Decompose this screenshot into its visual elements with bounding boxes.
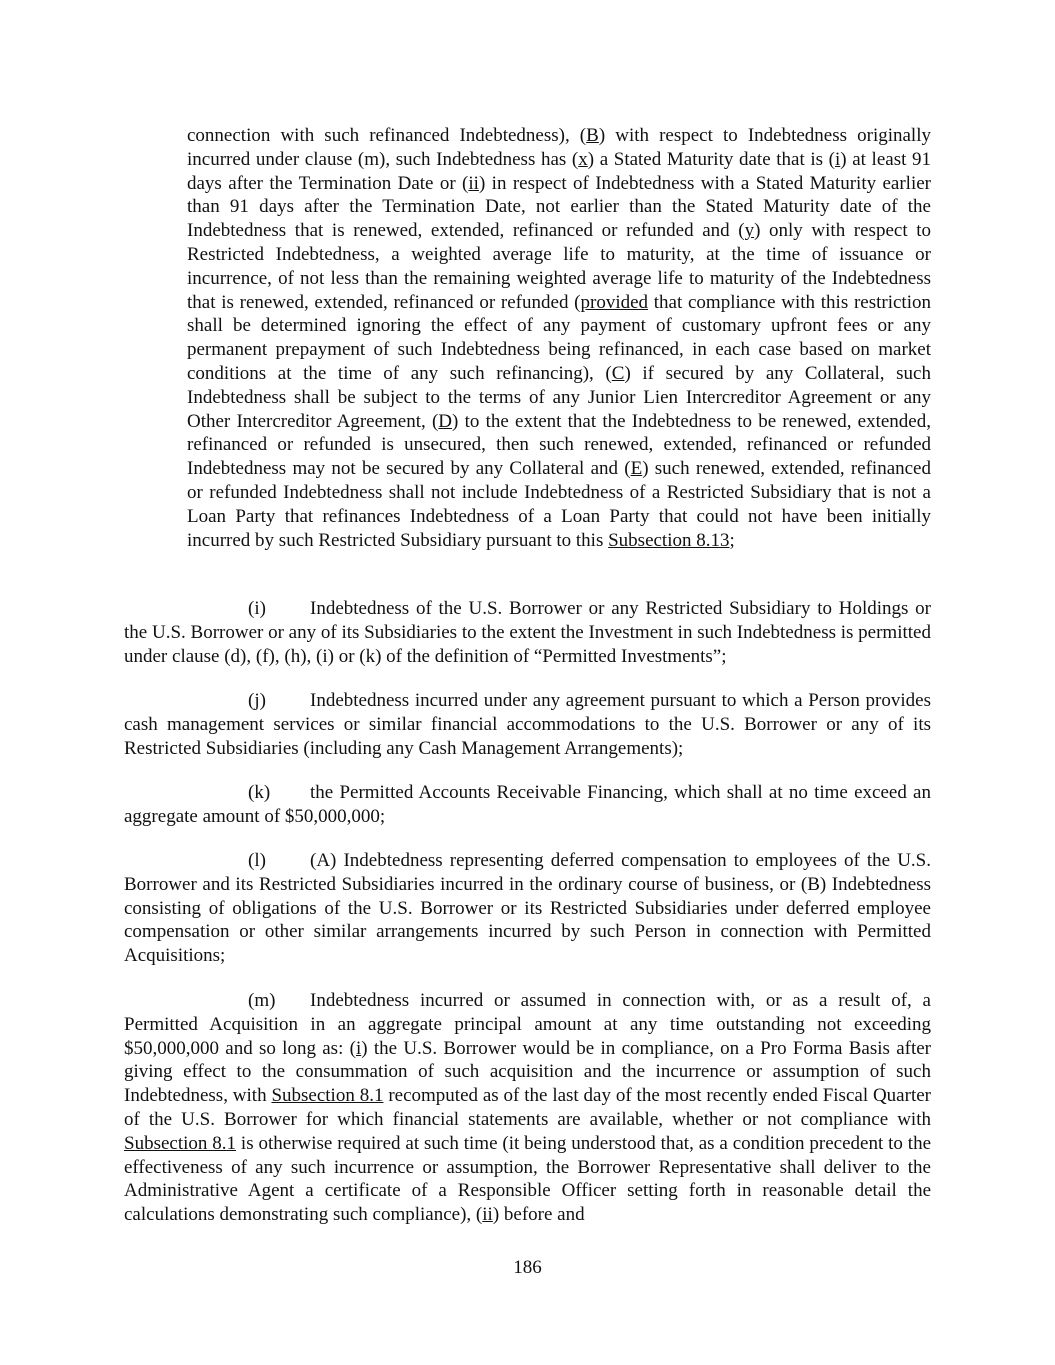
continuation-text: ) in respect of Indebtedness with a Stated Maturity earlier than 91 days after the Termination Date, not earlier than the Stated Maturity date of the Indebtedness that is renewed, extended, refinanced or refunded and ( — [187, 172, 931, 242]
clause-m-text: ) before and — [492, 1204, 585, 1226]
continuation-text: that compliance with this restriction shall be determined ignoring the effect of any payment of customary upfront fees or any permanent prepayment of such Indebtedness being refinanced, in each case based on market conditions at the time of any such refinancing), ( — [187, 291, 931, 384]
clause-i-marker: (i) — [248, 598, 266, 619]
continuation-text: ) to the extent that the Indebtedness to be renewed, extended, refinanced or refunded is unsecured, then such renewed, extended, refinanced or refunded Indebtedness may not be secured by any Collateral and ( — [187, 410, 931, 480]
ref-e: E — [630, 458, 643, 480]
clause-l-text: (A) Indebtedness representing deferred compensation to employees of the U.S. Borrower and its Restricted Subsidiaries incurred in the ordinary course of business, or (B) Indebtedness consisting of obligations of the U.S. Borrower or its Restricted Subsidiaries under deferred employee compensation or other similar arrangements incurred by such Person in connection with Permitted Acquisitions; — [124, 850, 931, 967]
continuation-text: ) if secured by any Collateral, such Indebtedness shall be subject to the terms of any Junior Lien Intercreditor Agreement or any Other Intercreditor Agreement, ( — [187, 362, 931, 432]
clause-i-paragraph — [124, 597, 931, 668]
ref-ii: ii — [468, 172, 479, 194]
clause-m-text: Indebtedness incurred or assumed in connection with, or as a result of, a Permitted Acquisition in an aggregate principal amount at any time outstanding not exceeding $50,000,000 and so long as: ( — [124, 990, 931, 1059]
ref-x: x — [578, 148, 588, 170]
clause-l-marker: (l) — [248, 850, 266, 871]
clause-m-text: recomputed as of the last day of the most recently ended Fiscal Quarter of the U.S. Borrower for which financial statements are available, whether or not compliance with — [124, 1085, 931, 1130]
ref-d: D — [438, 410, 453, 432]
clause-m-paragraph — [124, 989, 931, 1227]
ref-subsection-8-1: Subsection 8.1 — [124, 1132, 237, 1154]
clause-i-text: Indebtedness of the U.S. Borrower or any Restricted Subsidiary to Holdings or the U.S. Borrower or any of its Subsidiaries to the extent the Investment in such Indebtedness is permitted under clause (d), (f), (h), (i) or (k) of the definition of “Permitted Investments”; — [124, 598, 931, 667]
clause-m-marker: (m) — [248, 990, 276, 1011]
page-number: 186 — [513, 1257, 542, 1278]
continuation-text: connection with such refinanced Indebtedness), ( — [187, 125, 587, 146]
clause-m-text: is otherwise required at such time (it being understood that, as a condition precedent to the effectiveness of any such incurrence or assumption, the Borrower Representative shall deliver to the Administrative Agent a certificate of a Responsible Officer setting forth in reasonable detail the calculations demonstrating such compliance), ( — [124, 1132, 931, 1226]
ref-i: i — [355, 1037, 362, 1059]
clause-k-paragraph — [124, 781, 931, 829]
continuation-text: ; — [729, 529, 735, 551]
ref-subsection-8-1: Subsection 8.1 — [271, 1085, 384, 1107]
continuation-paragraph — [187, 124, 931, 552]
clause-j-text: Indebtedness incurred under any agreement pursuant to which a Person provides cash management services or similar financial accommodations to the U.S. Borrower or any of its Restricted Subsidiaries (including any Cash Management Arrangements); — [124, 690, 931, 759]
continuation-text: ) such renewed, extended, refinanced or refunded Indebtedness shall not include Indebtedness of a Restricted Subsidiary that is not a Loan Party that refinances Indebtedness of a Loan Party that could not have been initially incurred by such Restricted Subsidiary pursuant to this — [187, 458, 931, 551]
ref-provided: provided — [580, 291, 649, 313]
ref-ii: ii — [482, 1204, 493, 1226]
clause-m-text: ) the U.S. Borrower would be in compliance, on a Pro Forma Basis after giving effect to the consummation of such acquisition and the incurrence or assumption of such Indebtedness, with — [124, 1037, 932, 1107]
ref-i: i — [834, 148, 841, 170]
continuation-text: ) at least 91 days after the Termination Date or ( — [187, 148, 931, 194]
ref-c: C — [611, 362, 625, 384]
ref-b: B — [586, 125, 599, 146]
clause-k-marker: (k) — [248, 782, 271, 803]
clause-j-paragraph — [124, 689, 931, 760]
clause-l-paragraph — [124, 849, 931, 968]
continuation-text: ) with respect to Indebtedness originally incurred under clause (m), such Indebtedness has ( — [187, 125, 931, 170]
clause-j-marker: (j) — [248, 690, 266, 711]
ref-subsection-8-13: Subsection 8.13 — [608, 529, 730, 551]
continuation-text: ) a Stated Maturity date that is ( — [587, 148, 835, 170]
continuation-text: ) only with respect to Restricted Indebtedness, a weighted average life to maturity, at the time of issuance or incurrence, of not less than the remaining weighted average life to maturity of the Indebtedness that is renewed, extended, refinanced or refunded ( — [187, 220, 931, 313]
ref-y: y — [744, 220, 755, 242]
clause-k-text: the Permitted Accounts Receivable Financing, which shall at no time exceed an aggregate amount of $50,000,000; — [124, 782, 931, 827]
